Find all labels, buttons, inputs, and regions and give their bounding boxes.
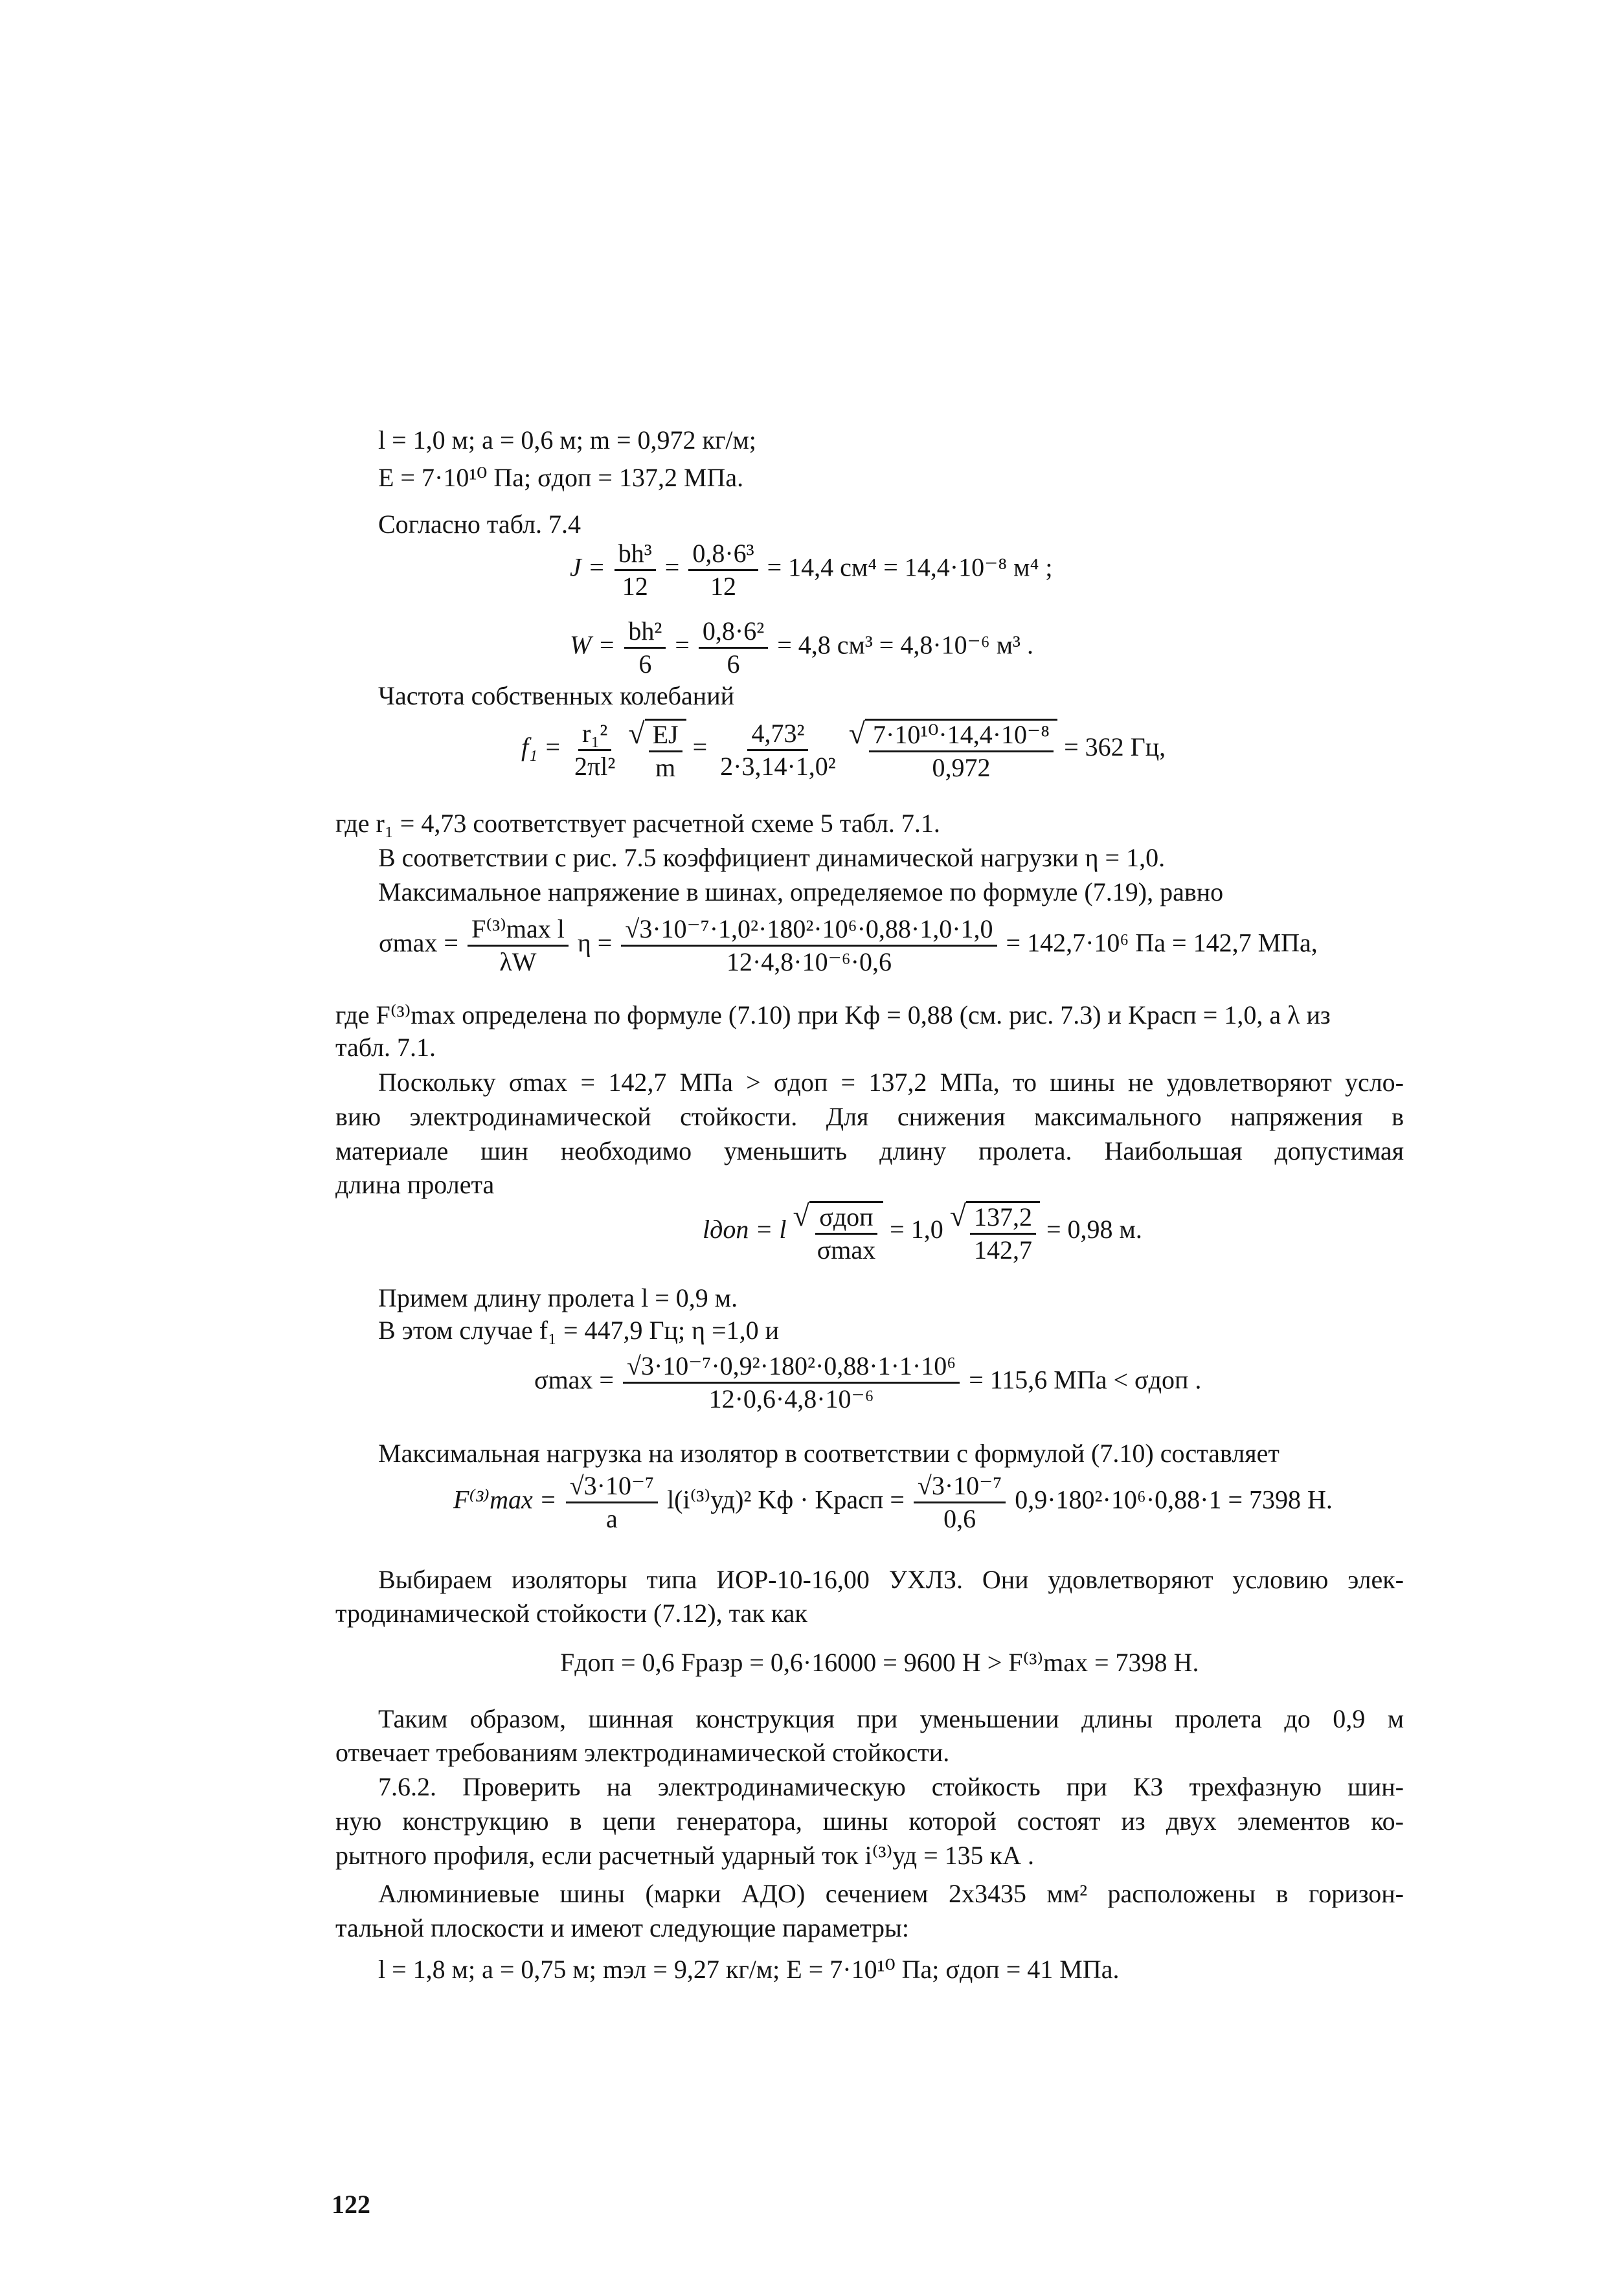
- text-line: тальной плоскости и имеют следующие параметры:: [335, 1913, 910, 1942]
- text-line: Алюминиевые шины (марки АДО) сечением 2х3435 мм² расположены в горизон-: [378, 1879, 1404, 1908]
- numerator: 7·10¹⁰·14,4·10⁻⁸: [869, 722, 1054, 752]
- eq-rhs: = 14,4 см⁴ = 14,4·10⁻⁸ м⁴ ;: [767, 552, 1053, 582]
- given-line: l = 1,8 м; a = 0,75 м; mэл = 9,27 кг/м; E = 7·10¹⁰ Па; σдоп = 41 МПа.: [378, 1955, 1120, 1984]
- fraction: [615, 541, 656, 600]
- text-line: материале шин необходимо уменьшить длину пролета. Наибольшая допустимая: [335, 1136, 1404, 1165]
- numerator: r₁²: [578, 721, 611, 751]
- numerator: √3·10⁻⁷·0,9²·180²·0,88·1·1·10⁶: [623, 1353, 960, 1384]
- denominator: 2πl²: [574, 751, 616, 781]
- denominator: 142,7: [973, 1235, 1032, 1265]
- text-line: Согласно табл. 7.4: [378, 510, 581, 539]
- text-line: Поскольку σmax = 142,7 МПа > σдоп = 137,2 МПа, то шины не удовлетворяют усло-: [378, 1068, 1404, 1097]
- text-line: вию электродинамической стойкости. Для снижения максимального напряжения в: [335, 1102, 1404, 1131]
- denominator: λW: [499, 947, 537, 976]
- denominator: 12: [622, 572, 648, 601]
- eq-rhs: 0,9·180²·10⁶·0,88·1 = 7398 Н.: [1015, 1485, 1333, 1514]
- denominator: 12: [710, 572, 736, 601]
- eq-rhs: = 4,8 см³ = 4,8·10⁻⁶ м³ .: [777, 630, 1034, 660]
- equation-moment-of-inertia: J = $\frac{\text{bh³}}{12}$ = $\frac{\text{0,8·6³}}{12}$ = 14,4 см⁴ = 14,4·10⁻⁸ м⁴ ;: [570, 539, 1053, 601]
- eq-lhs: W =: [570, 630, 616, 660]
- numerator: bh²: [624, 618, 666, 649]
- denominator: 12·4,8·10⁻⁶·0,6: [726, 947, 892, 976]
- fraction: [621, 916, 997, 975]
- text-line: Примем длину пролета l = 0,9 м.: [378, 1283, 738, 1312]
- eq-rhs: = 115,6 МПа < σдоп .: [969, 1365, 1202, 1395]
- numerator: 4,73²: [747, 721, 808, 751]
- fraction: [624, 618, 666, 677]
- text-line: Максимальное напряжение в шинах, определяемое по формуле (7.19), равно: [378, 877, 1224, 906]
- eq-rhs: = 362 Гц,: [1064, 732, 1166, 762]
- eq-lhs: f₁ =: [521, 732, 562, 762]
- numerator: 137,2: [970, 1204, 1036, 1235]
- eq-rhs: = 0,98 м.: [1046, 1215, 1142, 1244]
- fraction: [688, 541, 758, 600]
- text-line: Таким образом, шинная конструкция при уменьшении длины пролета до 0,9 м: [378, 1704, 1404, 1733]
- numerator: bh³: [615, 541, 656, 571]
- fraction: [566, 1473, 658, 1532]
- denominator: 0,972: [932, 753, 991, 782]
- eq-lhs: F⁽³⁾max =: [453, 1485, 557, 1514]
- denominator: a: [606, 1504, 618, 1533]
- denominator: 0,6: [943, 1504, 976, 1533]
- fraction: [570, 718, 619, 781]
- text-line: В этом случае f₁ = 447,9 Гц; η =1,0 и: [378, 1316, 780, 1345]
- fraction: [699, 618, 768, 677]
- text-line: рытного профиля, если расчетный ударный ток i⁽³⁾уд = 135 кА .: [335, 1841, 1035, 1870]
- numerator: 0,8·6²: [699, 618, 768, 649]
- numerator: √3·10⁻⁷: [914, 1473, 1006, 1503]
- text-line: Выбираем изоляторы типа ИОР-10-16,00 УХЛЗ. Они удовлетворяют условию элек-: [378, 1565, 1404, 1594]
- numerator: √3·10⁻⁷: [566, 1473, 658, 1503]
- problem-heading-line: 7.6.2. Проверить на электродинамическую стойкость при КЗ трехфазную шин-: [378, 1772, 1404, 1801]
- fraction: [468, 916, 569, 975]
- numerator: F⁽³⁾max l: [468, 916, 569, 947]
- text-line: где r₁ = 4,73 соответствует расчетной схеме 5 табл. 7.1.: [335, 809, 940, 838]
- denominator: m: [655, 753, 676, 782]
- equation-natural-frequency: f₁ = $\frac{\text{r₁²}}{\text{2πl²}}$ √ $\frac{EJ}{m}$ = $\frac{\text{4,73²}}{\text{2·3,14·1,0²}}$ √ $\frac{\text{7·10¹⁰·14,4·10⁻⁸}}{0,972}$ = 362 Гц,: [521, 717, 1166, 782]
- denominator: 6: [727, 649, 740, 679]
- denominator: σmax: [817, 1235, 876, 1265]
- text-line: Максимальная нагрузка на изолятор в соответствии с формулой (7.10) составляет: [378, 1439, 1280, 1468]
- eq-lhs: σmax =: [534, 1365, 614, 1395]
- eq-mid: η =: [577, 928, 613, 958]
- square-root: √ $\frac{\text{7·10¹⁰·14,4·10⁻⁸}}{0,972}$: [849, 719, 1057, 781]
- text-line: Частота собственных колебаний: [378, 681, 734, 710]
- text-line: табл. 7.1.: [335, 1033, 436, 1062]
- equation-allowed-load: Fдоп = 0,6 Fразр = 0,6·16000 = 9600 Н > F⁽³⁾max = 7398 Н.: [560, 1648, 1199, 1677]
- text-line: тродинамической стойкости (7.12), так как: [335, 1599, 807, 1628]
- eq-lhs: σmax =: [379, 928, 458, 958]
- eq-lhs: lдоп = l: [703, 1215, 787, 1244]
- equation-max-stress-2: [534, 1353, 1201, 1412]
- numerator: σдоп: [815, 1204, 877, 1235]
- fraction: [914, 1473, 1006, 1532]
- numerator: √3·10⁻⁷·1,0²·180²·10⁶·0,88·1,0·1,0: [621, 916, 997, 947]
- eq-mid: = 1,0: [890, 1215, 943, 1244]
- fraction: [716, 718, 840, 781]
- given-line-1: l = 1,0 м; a = 0,6 м; m = 0,972 кг/м;: [378, 425, 756, 455]
- text-line: ную конструкцию в цепи генератора, шины которой состоят из двух элементов ко-: [335, 1806, 1404, 1836]
- denominator: 6: [638, 649, 652, 679]
- numerator: 0,8·6³: [688, 541, 758, 571]
- fraction: [623, 1353, 960, 1412]
- given-line-2: E = 7·10¹⁰ Па; σдоп = 137,2 МПа.: [378, 463, 744, 492]
- eq-lhs: J =: [570, 552, 605, 582]
- text-line: отвечает требованиям электродинамической стойкости.: [335, 1738, 950, 1767]
- denominator: 12·0,6·4,8·10⁻⁶: [708, 1384, 874, 1413]
- numerator: EJ: [649, 722, 682, 752]
- text-line: В соответствии с рис. 7.5 коэффициент динамической нагрузки η = 1,0.: [378, 843, 1166, 872]
- eq-rhs: = 142,7·10⁶ Па = 142,7 МПа,: [1006, 928, 1318, 958]
- equation-max-stress: [379, 916, 1318, 975]
- eq-mid: l(i⁽³⁾уд)² Kф · Kрасп =: [667, 1485, 905, 1514]
- page-number: 122: [332, 2190, 370, 2219]
- denominator: 2·3,14·1,0²: [720, 751, 836, 781]
- square-root: √ $\frac{137,2}{142,7}$: [950, 1201, 1040, 1263]
- equation-allowed-span: [703, 1201, 1142, 1263]
- text-line: где F⁽³⁾max определена по формуле (7.10) при Kф = 0,88 (см. рис. 7.3) и Kрасп = 1,0, а λ из: [335, 1000, 1331, 1029]
- equation-insulator-load: [453, 1473, 1333, 1532]
- equation-section-modulus: W = $\frac{\text{bh²}}{6}$ = $\frac{\text{0,8·6²}}{6}$ = 4,8 см³ = 4,8·10⁻⁶ м³ .: [570, 616, 1034, 679]
- text-line: длина пролета: [335, 1170, 495, 1199]
- square-root: √ $\frac{\text{σдоп}}{\sigma\max}$: [793, 1201, 883, 1263]
- square-root: √ $\frac{EJ}{m}$: [628, 719, 686, 781]
